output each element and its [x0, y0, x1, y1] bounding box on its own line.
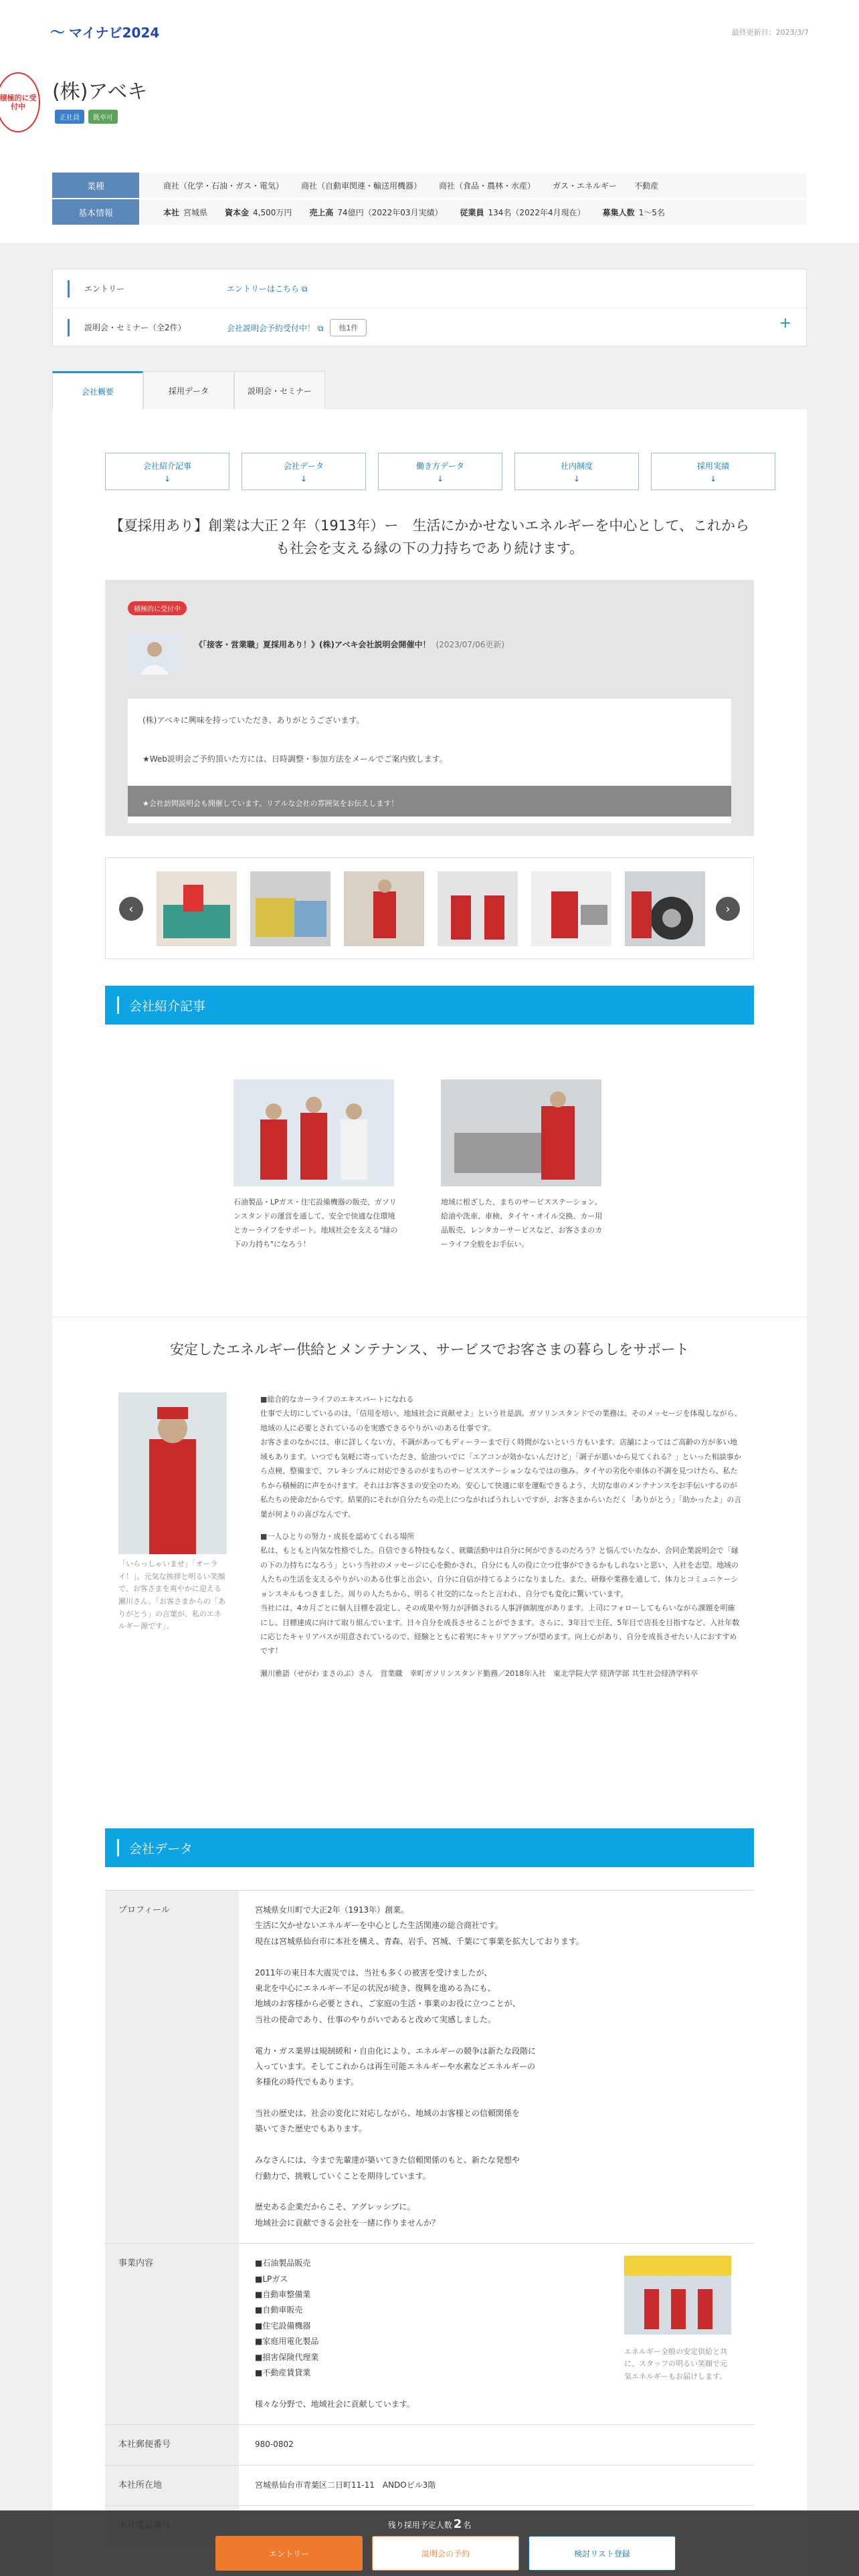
- industry-label: 業種: [52, 173, 139, 198]
- top-header: [0, 0, 859, 60]
- seminar-thumbnail: [128, 635, 181, 675]
- gallery-photo[interactable]: [344, 871, 424, 946]
- arrow-down-icon: ↓: [300, 473, 308, 484]
- feature-text: ■総合的なカーライフのエキスパートになれる 仕事で大切にしているのは、「信用を培い、地域社会に貢献せよ」という社是訓。ガソリンスタンドでの業務は、そのメッセージを体現しながら、地域の人に必要とされているのを実感できるやりがいのある仕事です。 お客さまのなかには、車に詳しくない方、不調があってもディーラーまで行く時間がないという方もいます。店舗によってはご高齢の方が多い地域もあります。いつでも気軽に寄っていただき、給油ついでに「エアコンが効かないんだけど」「調子が悪いから見てくれる？」といった相談事から点検、整備まで、フレキシブルに対応できるのがまちのサービスステーションならではの強み。タイヤの劣化や車体の不調を見つけたら、私たちから積極的に声をかけます。それはお客さまの安全のため。安心して快適に車を運転できるよう、大切な車のメンテナンスをお手伝いするのが私たちの使命だからです。結果的にそれが自分たちの売上につながればうれしいですが、お客さまからいただく「ありがとう」「助かったよ」の言葉が何よりの喜びなんです。 ■一人ひとりの努力・成長を認めてくれる場所 私は、もともと内気な性格でした。自信できる特技もなく、就職活動中は自分に何ができるのだろう？と悩んでいたなか、合同企業説明会で「縁の下の力持ちになろう」という当社のメッセージに心を動かされ、自分にも人の役に立つ仕事ができるかもしれないと思い、入社を志望。地域の人たちの生活を支えるやりがいのある仕事と出会い、自分に自信が持てるようになりました。また、研修や業務を通して、体力とコミュニケーションスキルもつきました。周りの人たちから、明るく社交的になったと言われ、自分でも変化に驚いています。 当社には、4カ月ごとに個人目標を設定し、その成果や努力が評価される人事評価制度があります。上司にフォローしてもらいながら課題を明確にし、目標達成に向けて取り組んでいます。日々自分を成長させることができます。さらに、3年目で主任、5年目で店長を目指すなど、入社年数に応じたキャリアパスが用意されているので、経験とともに着実にキャリアアップが望めます。向上心があり、自分を成長させたい人におすすめです！ 瀬川雅語（せがわ まさのぶ）さん 営業職 幸町ガソリンスタンド勤務／2018年入社 東北学院大学 経済学部 共生社会経済学科卒: [260, 1395, 742, 1678]
- row-value: 980-0802: [255, 2440, 294, 2450]
- feature-photo: [118, 1392, 227, 1554]
- gallery-photo[interactable]: [157, 871, 237, 946]
- entry-link[interactable]: エントリーはこちら ⧉: [227, 284, 308, 294]
- company-name: (株)アベキ: [52, 80, 148, 104]
- industry-item: 商社（食品・農林・水産）: [439, 181, 536, 191]
- article-photo: [441, 1079, 601, 1186]
- article-text: 石油製品・LPガス・住宅設備機器の販売、ガソリンスタンドの運営を通して、安全で快適な住環境とカーライフをサポート。地域社会を支える"縁の下の力持ち"になろう！: [233, 1198, 398, 1249]
- gallery-photo[interactable]: [531, 871, 611, 946]
- row-value: 宮城県仙台市青葉区二日町11-11 ANDOビル3階: [255, 2480, 436, 2490]
- arrow-down-icon: ↓: [573, 473, 581, 484]
- other-seminars-button[interactable]: 他1件: [330, 319, 367, 336]
- seminar-row: [53, 308, 806, 347]
- table-row: [105, 2466, 754, 2506]
- article-photo: [233, 1079, 394, 1186]
- seminar-reserve-button[interactable]: 説明会の予約: [372, 2536, 519, 2571]
- basic-openings: 募集人数 1〜5名: [602, 207, 665, 217]
- row-value: ■石油製品販売 ■LPガス ■自動車整備業 ■自動車販売 ■住宅設備機器 ■家庭用電化製品 ■損害保険代理業 ■不動産賃貸業 様々な分野で、地域社会に貢献しています。 エネルギー全般の安定供給と共に、スタッフの明るい笑顔で元気エネルギーもお届けします。: [239, 2244, 754, 2424]
- gallery-next-icon[interactable]: ›: [716, 897, 740, 921]
- basic-capital: 資本金 4,500万円: [225, 207, 292, 217]
- seminar-badge: 積極的に受付中: [128, 601, 187, 615]
- bottom-action-bar: [0, 2510, 859, 2576]
- entry-button[interactable]: エントリー: [215, 2536, 363, 2571]
- active-recruiting-stamp: 積極的に受付中: [0, 72, 40, 132]
- gallery-photo[interactable]: [250, 871, 330, 946]
- seminar-link[interactable]: 会社説明会予約受付中！ ⧉: [227, 323, 324, 333]
- arrow-down-icon: ↓: [163, 473, 171, 484]
- anchor-articles[interactable]: 会社紹介記事 ↓: [105, 453, 229, 490]
- article-text: 地域に根ざした、まちのサービスステーション。給油や洗車、車検、タイヤ・オイル交換、カー用品販売、レンタカーサービスなど、お客さまのカーライフ全般をお手伝い。: [441, 1198, 603, 1249]
- tab-seminars[interactable]: 説明会・セミナー: [234, 371, 325, 410]
- basic-employees: 従業員 134名（2022年4月現在）: [460, 207, 585, 217]
- seminar-body: (株)アベキに興味を持っていただき、ありがとうございます。 ★Web説明会ご予約頂いた方には、日時調整・参加方法をメールでご案内致します。: [128, 699, 731, 823]
- table-row: [105, 1891, 754, 2244]
- gallery-photo[interactable]: [438, 871, 518, 946]
- anchor-hiring-results[interactable]: 採用実績 ↓: [651, 453, 775, 490]
- bookmark-button[interactable]: 検討リスト登録: [529, 2536, 676, 2571]
- company-data-table: [105, 1890, 754, 2543]
- tab-company-overview[interactable]: 会社概要: [52, 371, 143, 410]
- photo-gallery: [105, 857, 754, 959]
- article-card[interactable]: [441, 1079, 608, 1252]
- row-value: 宮城県女川町で大正2年（1913年）創業。 生活に欠かせないエネルギーを中心とした生活関連の総合商社です。 現在は宮城県仙台市に本社を構え、青森、岩手、宮城、千葉にて事業を拡大しております。 2011年の東日本大震災では、当社も多くの被害を受けましたが、 東北を中心にエネルギー不足の状況が続き、復興を進める為にも、 地域のお客様から必要とされ、ご家庭の生活・事業のお役に立つことが、 当社の使命であり、仕事のやりがいであると改めて実感しました。 電力・ガス業界は規制緩和・自由化により、エネルギーの競争は新たな段階に 入っています。そしてこれからは再生可能エネルギーや水素などエネルギーの 多様化の時代でもあります。 当社の歴史は、社会の変化に対応しながら、地域のお客様との信頼関係を 築いてきた歴史でもあります。 みなさんには、今まで先輩達が築いてきた信頼関係のもと、新たな発想や 行動力で、挑戦していくことを期待しています。 歴史ある企業だからこそ、アグレッシブに。 地域社会に貢献できる会社を一緒に作りませんか？: [255, 1905, 584, 2228]
- arrow-down-icon: ↓: [709, 473, 717, 484]
- feature-caption: 「いらっしゃいませ」「オーライ！」。元気な挨拶と明るい笑顔で、お客さまを爽やかに迎える瀬川さん。「お客さまからの「ありがとう」の言葉が、私のエネルギー源です」。: [118, 1560, 226, 1631]
- article-card[interactable]: [233, 1079, 401, 1252]
- seminar-label: 説明会・セミナー（全2件）: [68, 319, 227, 336]
- mynavi-logo[interactable]: [50, 21, 159, 42]
- tag-graduates-ok: 既卒可: [88, 110, 118, 124]
- headline: 【夏採用あり】創業は大正２年（1913年）ー 生活にかかせないエネルギーを中心として、これからも社会を支える縁の下の力持ちであり続けます。: [109, 518, 750, 556]
- basic-sales: 売上高 74億円（2022年03月実績）: [309, 207, 443, 217]
- basic-info-row: [52, 199, 807, 225]
- row-header: 事業内容: [105, 2244, 239, 2424]
- section-company-data-heading: 会社データ: [105, 1828, 754, 1867]
- tag-regular-employee: 正社員: [55, 110, 84, 124]
- gallery-prev-icon[interactable]: ‹: [119, 897, 143, 921]
- industry-row: [52, 173, 807, 198]
- seminar-date: (2023/07/06更新): [436, 640, 505, 649]
- arrow-down-icon: ↓: [436, 473, 444, 484]
- expand-plus-icon[interactable]: +: [779, 315, 791, 332]
- entry-label: エントリー: [68, 280, 227, 298]
- anchor-company-data[interactable]: 会社データ ↓: [242, 453, 366, 490]
- gallery-photo[interactable]: [625, 871, 705, 946]
- remaining-openings: 残り採用予定人数 2 名: [387, 2517, 472, 2531]
- company-tags: [55, 110, 118, 124]
- industry-item: 商社（自動車関連・輸送用機器）: [301, 181, 422, 191]
- seminar-title[interactable]: 《「接客・営業職」夏採用あり！》(株)アベキ会社説明会開催中！ (2023/07/06更新): [195, 640, 505, 649]
- main-content: [52, 409, 807, 2576]
- industry-item: 不動産: [634, 181, 659, 191]
- basic-info-label: 基本情報: [52, 199, 139, 225]
- table-row: [105, 2244, 754, 2425]
- business-photo: [624, 2256, 731, 2383]
- row-header: 本社所在地: [105, 2466, 239, 2505]
- page-tabs: [52, 371, 325, 410]
- last-updated: 最終更新日：2023/3/7: [731, 28, 809, 37]
- business-photo-caption: エネルギー全般の安定供給と共に、スタッフの明るい笑顔で元気エネルギーもお届けします。: [624, 2347, 727, 2381]
- logo-mark-icon: 〜: [50, 25, 66, 41]
- basic-hq: 本社 宮城県: [163, 207, 208, 217]
- industry-item: ガス・エネルギー: [553, 181, 617, 191]
- table-row: [105, 2425, 754, 2465]
- company-header: [0, 60, 859, 244]
- feature-title: 安定したエネルギー供給とメンテナンス、サービスでお客さまの暮らしをサポート: [170, 1341, 689, 1358]
- industry-item: 商社（化学・石油・ガス・電気）: [163, 181, 284, 191]
- entry-box: [52, 269, 807, 346]
- tab-recruit-data[interactable]: 採用データ: [143, 371, 234, 410]
- anchor-links: [105, 453, 775, 490]
- row-header: プロフィール: [105, 1891, 239, 2243]
- row-header: 本社郵便番号: [105, 2425, 239, 2464]
- seminar-more-overlay[interactable]: ★会社訪問説明会も開催しています。リアルな会社の雰囲気をお伝えします！: [128, 786, 731, 817]
- seminar-card: [105, 580, 754, 836]
- logo-text: マイナビ2024: [69, 25, 160, 41]
- entry-row: [53, 270, 806, 308]
- anchor-systems[interactable]: 社内制度 ↓: [514, 453, 639, 490]
- section-articles-heading: 会社紹介記事: [105, 986, 754, 1025]
- anchor-work-data[interactable]: 働き方データ ↓: [378, 453, 502, 490]
